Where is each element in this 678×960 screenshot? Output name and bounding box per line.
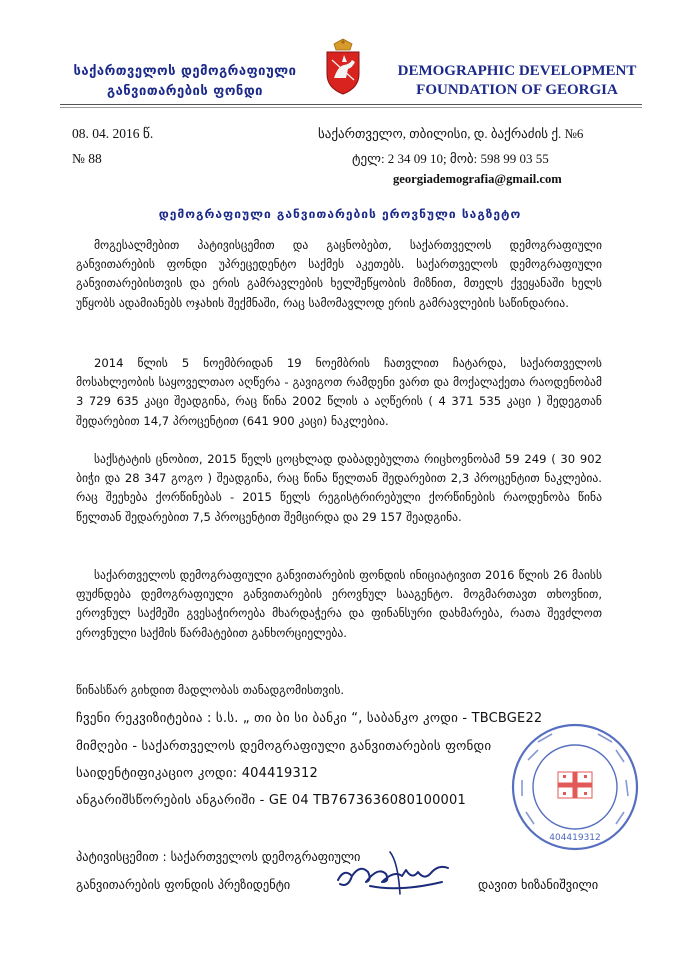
header-name-georgian (60, 62, 310, 102)
phones: ტელ: 2 34 09 10; მობ: 598 99 03 55 (352, 151, 549, 166)
organization-stamp-icon (508, 720, 642, 854)
paragraph-2: 2014 წლის 5 ნოემბრიდან 19 ნოემბრის ჩათვლით ჩატარდა, საქართველოს მოსახლეობის საყოველთაო აღწერა - გავიგოთ რამდენი ვართ და მოქალაქეთა რაოდენობამ 3 729 635 კაცი შეადგინა, რაც წინა 2002 წლის ა აღწერის ( 4 371 535 კაცი ) შედეგთან შედარებით 14,7 პროცენტით (641 900 კაცი) ნაკლებია. (76, 356, 602, 428)
signatory-name: დავით ხიზანიშვილი (478, 877, 599, 892)
requisites-recipient: მიმღები - საქართველოს დემოგრაფიული განვითარების ფონდი (76, 739, 492, 754)
letter-date: 08. 04. 2016 წ. (72, 126, 154, 141)
header-en-line1: DEMOGRAPHIC DEVELOPMENT (397, 63, 637, 79)
paragraph-1: მოგესალმებით პატივისცემით და გაცნობებთ, საქართველოს დემოგრაფიული განვითარების ფონდი უპრეცედენტო საქმეს აკეთებს. საქართველოს დემოგრაფიული განვითარებისთვის და ერის გამრავლების ხელშეწყობის მიზნით, მთელს ქვეყანაში ხელს უწყობს ადამიანებს ოჯახის შექმნაში, რაც სამომავლოდ ერის გამრავლების საწინდარია. (76, 238, 602, 310)
signature-line2: განვითარების ფონდის პრეზიდენტი (76, 877, 291, 892)
header-en-line2: FOUNDATION OF GEORGIA (416, 82, 618, 98)
requisites-bank: ჩვენი რეკვიზიტებია : ს.ს. „ თი ბი სი ბანკი “, საბანკო კოდი - TBCBGE22 (76, 711, 543, 726)
handwritten-signature-icon (330, 846, 460, 906)
header-ka-line1: საქართველოს დემოგრაფიული (73, 64, 297, 79)
requisites-account: ანგარიშსწორების ანგარიში - GE 04 TB7673636080100001 (76, 793, 466, 808)
paragraph-4: საქართველოს დემოგრაფიული განვითარების ფონდის ინიციატივით 2016 წლის 26 მაისს ფუძნდება დემოგრაფიული განვითარების ეროვნულ სააგენტო. მოგმართავთ თხოვნით, ეროვნულ საქმეში გვესაჭიროება მხარდაჭერა და ფინანსური დახმარება, რათა შევძლოთ ეროვნული საქმის წარმატებით განხორციელება. (76, 568, 602, 640)
header-name-english (392, 62, 642, 100)
address: საქართველო, თბილისი, დ. ბაქრაძის ქ. №6 (318, 126, 584, 141)
header-ka-line2: განვითარების ფონდი (107, 84, 263, 99)
email: georgiademografia@gmail.com (393, 172, 562, 186)
letter-number: № 88 (72, 151, 102, 166)
letter-title: დემოგრაფიული განვითარების ეროვნული საგზეტო (158, 207, 522, 221)
signature-line1: პატივისცემით : საქართველოს დემოგრაფიული (76, 849, 361, 864)
thanks-line: წინასწარ გიხდით მადლობას თანადგომისთვის. (76, 683, 345, 697)
paragraph-3: საქსტატის ცნობით, 2015 წელს ცოცხლად დაბადებულთა რიცხოვნობამ 59 249 ( 30 902 ბიჭი და 28 347 გოგო ) შეადგინა, რაც წინა წელთან შედარებით 2,3 პროცენტით ნაკლებია. რაც შეეხება ქორწინებას - 2015 წელს რეგისტრირებული ქორწინების რაოდენობა წინა წელთან შედარებით 7,5 პროცენტით შემცირდა და 29 157 შეადგინა. (76, 452, 602, 524)
header-divider-thin (60, 107, 642, 108)
requisites-id-code: საიდენტიფიკაციო კოდი: 404419312 (76, 766, 318, 781)
header-divider (60, 104, 642, 105)
stamp-number: 404419312 (549, 833, 601, 843)
coat-of-arms-icon (322, 38, 364, 96)
